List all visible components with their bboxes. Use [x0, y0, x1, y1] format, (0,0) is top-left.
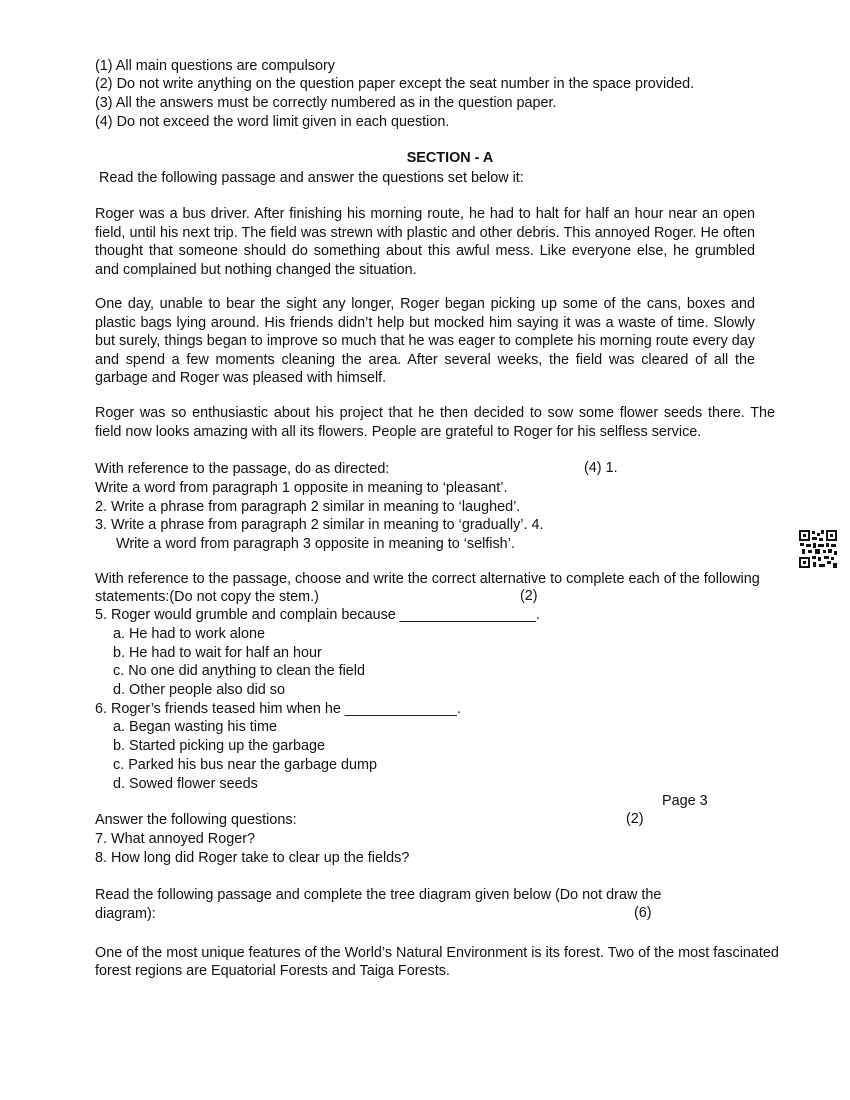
question-2: 2. Write a phrase from paragraph 2 similar in meaning to ‘laughed’.: [95, 499, 521, 515]
question-block-1-marks: (4) 1.: [584, 460, 618, 476]
question-block-2-heading: With reference to the passage, choose and write the correct alternative to complete each of the following: [95, 571, 760, 587]
passage-2-line-2: forest regions are Equatorial Forests and Taiga Forests.: [95, 963, 450, 979]
question-block-1-heading: With reference to the passage, do as directed:: [95, 461, 390, 477]
qr-code-icon: [798, 529, 838, 569]
question-block-2-marks: (2): [520, 588, 538, 604]
question-8: 8. How long did Roger take to clear up the fields?: [95, 850, 410, 866]
question-block-4-line2: diagram):: [95, 906, 156, 922]
question-6-option-a: a. Began wasting his time: [113, 719, 277, 735]
question-block-4-line1: Read the following passage and complete the tree diagram given below (Do not draw the: [95, 887, 662, 903]
question-3: 3. Write a phrase from paragraph 2 similar in meaning to ‘gradually’. 4.: [95, 517, 544, 533]
question-block-2-heading-line2: statements:(Do not copy the stem.): [95, 589, 319, 605]
question-6: 6. Roger’s friends teased him when he ______________.: [95, 701, 461, 717]
passage-2-line-1: One of the most unique features of the World’s Natural Environment is its forest. Two of the most fascinated: [95, 945, 779, 961]
question-block-3-heading: Answer the following questions:: [95, 812, 297, 828]
passage-paragraph-1: Roger was a bus driver. After finishing his morning route, he had to halt for half an hour near an open field, until his next trip. The field was strewn with plastic and other debris. This annoyed Roger. He often thought that someone should do something about this awful mess. Like everyone else, he grumbled and complained but nothing changed the situation.: [95, 206, 755, 278]
section-intro: Read the following passage and answer the questions set below it:: [95, 170, 524, 186]
instruction-1: (1) All main questions are compulsory: [95, 58, 335, 74]
question-1: Write a word from paragraph 1 opposite in meaning to ‘pleasant’.: [95, 480, 508, 496]
question-6-option-d: d. Sowed flower seeds: [113, 776, 258, 792]
instruction-4: (4) Do not exceed the word limit given in each question.: [95, 114, 450, 130]
question-5-option-d: d. Other people also did so: [113, 682, 285, 698]
question-4: Write a word from paragraph 3 opposite in meaning to ‘selfish’.: [116, 536, 515, 552]
question-5-option-a: a. He had to work alone: [113, 626, 265, 642]
passage-paragraph-2: One day, unable to bear the sight any longer, Roger began picking up some of the cans, boxes and plastic bags lying around. His friends didn’t help but mocked him saying it was a waste of time. Slowly but surely, things began to improve so much that he was eager to complete his morning route every day and spend a few moments cleaning the area. After several weeks, the field was cleared of all the garbage and Roger was pleased with himself.: [95, 296, 755, 387]
question-6-option-c: c. Parked his bus near the garbage dump: [113, 757, 377, 773]
question-5: 5. Roger would grumble and complain because _________________.: [95, 607, 540, 623]
question-5-option-c: c. No one did anything to clean the field: [113, 663, 366, 679]
question-block-4-marks: (6): [634, 905, 652, 921]
passage-paragraph-3: Roger was so enthusiastic about his project that he then decided to sow some flower seeds there. The field now looks amazing with all its flowers. People are grateful to Roger for his selfless service.: [95, 405, 775, 440]
question-7: 7. What annoyed Roger?: [95, 831, 255, 847]
instruction-2: (2) Do not write anything on the question paper except the seat number in the space provided.: [95, 76, 695, 92]
question-5-option-b: b. He had to wait for half an hour: [113, 645, 322, 661]
section-title: SECTION - A: [406, 150, 494, 166]
page-number: Page 3: [662, 793, 708, 809]
instruction-3: (3) All the answers must be correctly numbered as in the question paper.: [95, 95, 557, 111]
question-6-option-b: b. Started picking up the garbage: [113, 738, 326, 754]
question-block-3-marks: (2): [626, 811, 644, 827]
